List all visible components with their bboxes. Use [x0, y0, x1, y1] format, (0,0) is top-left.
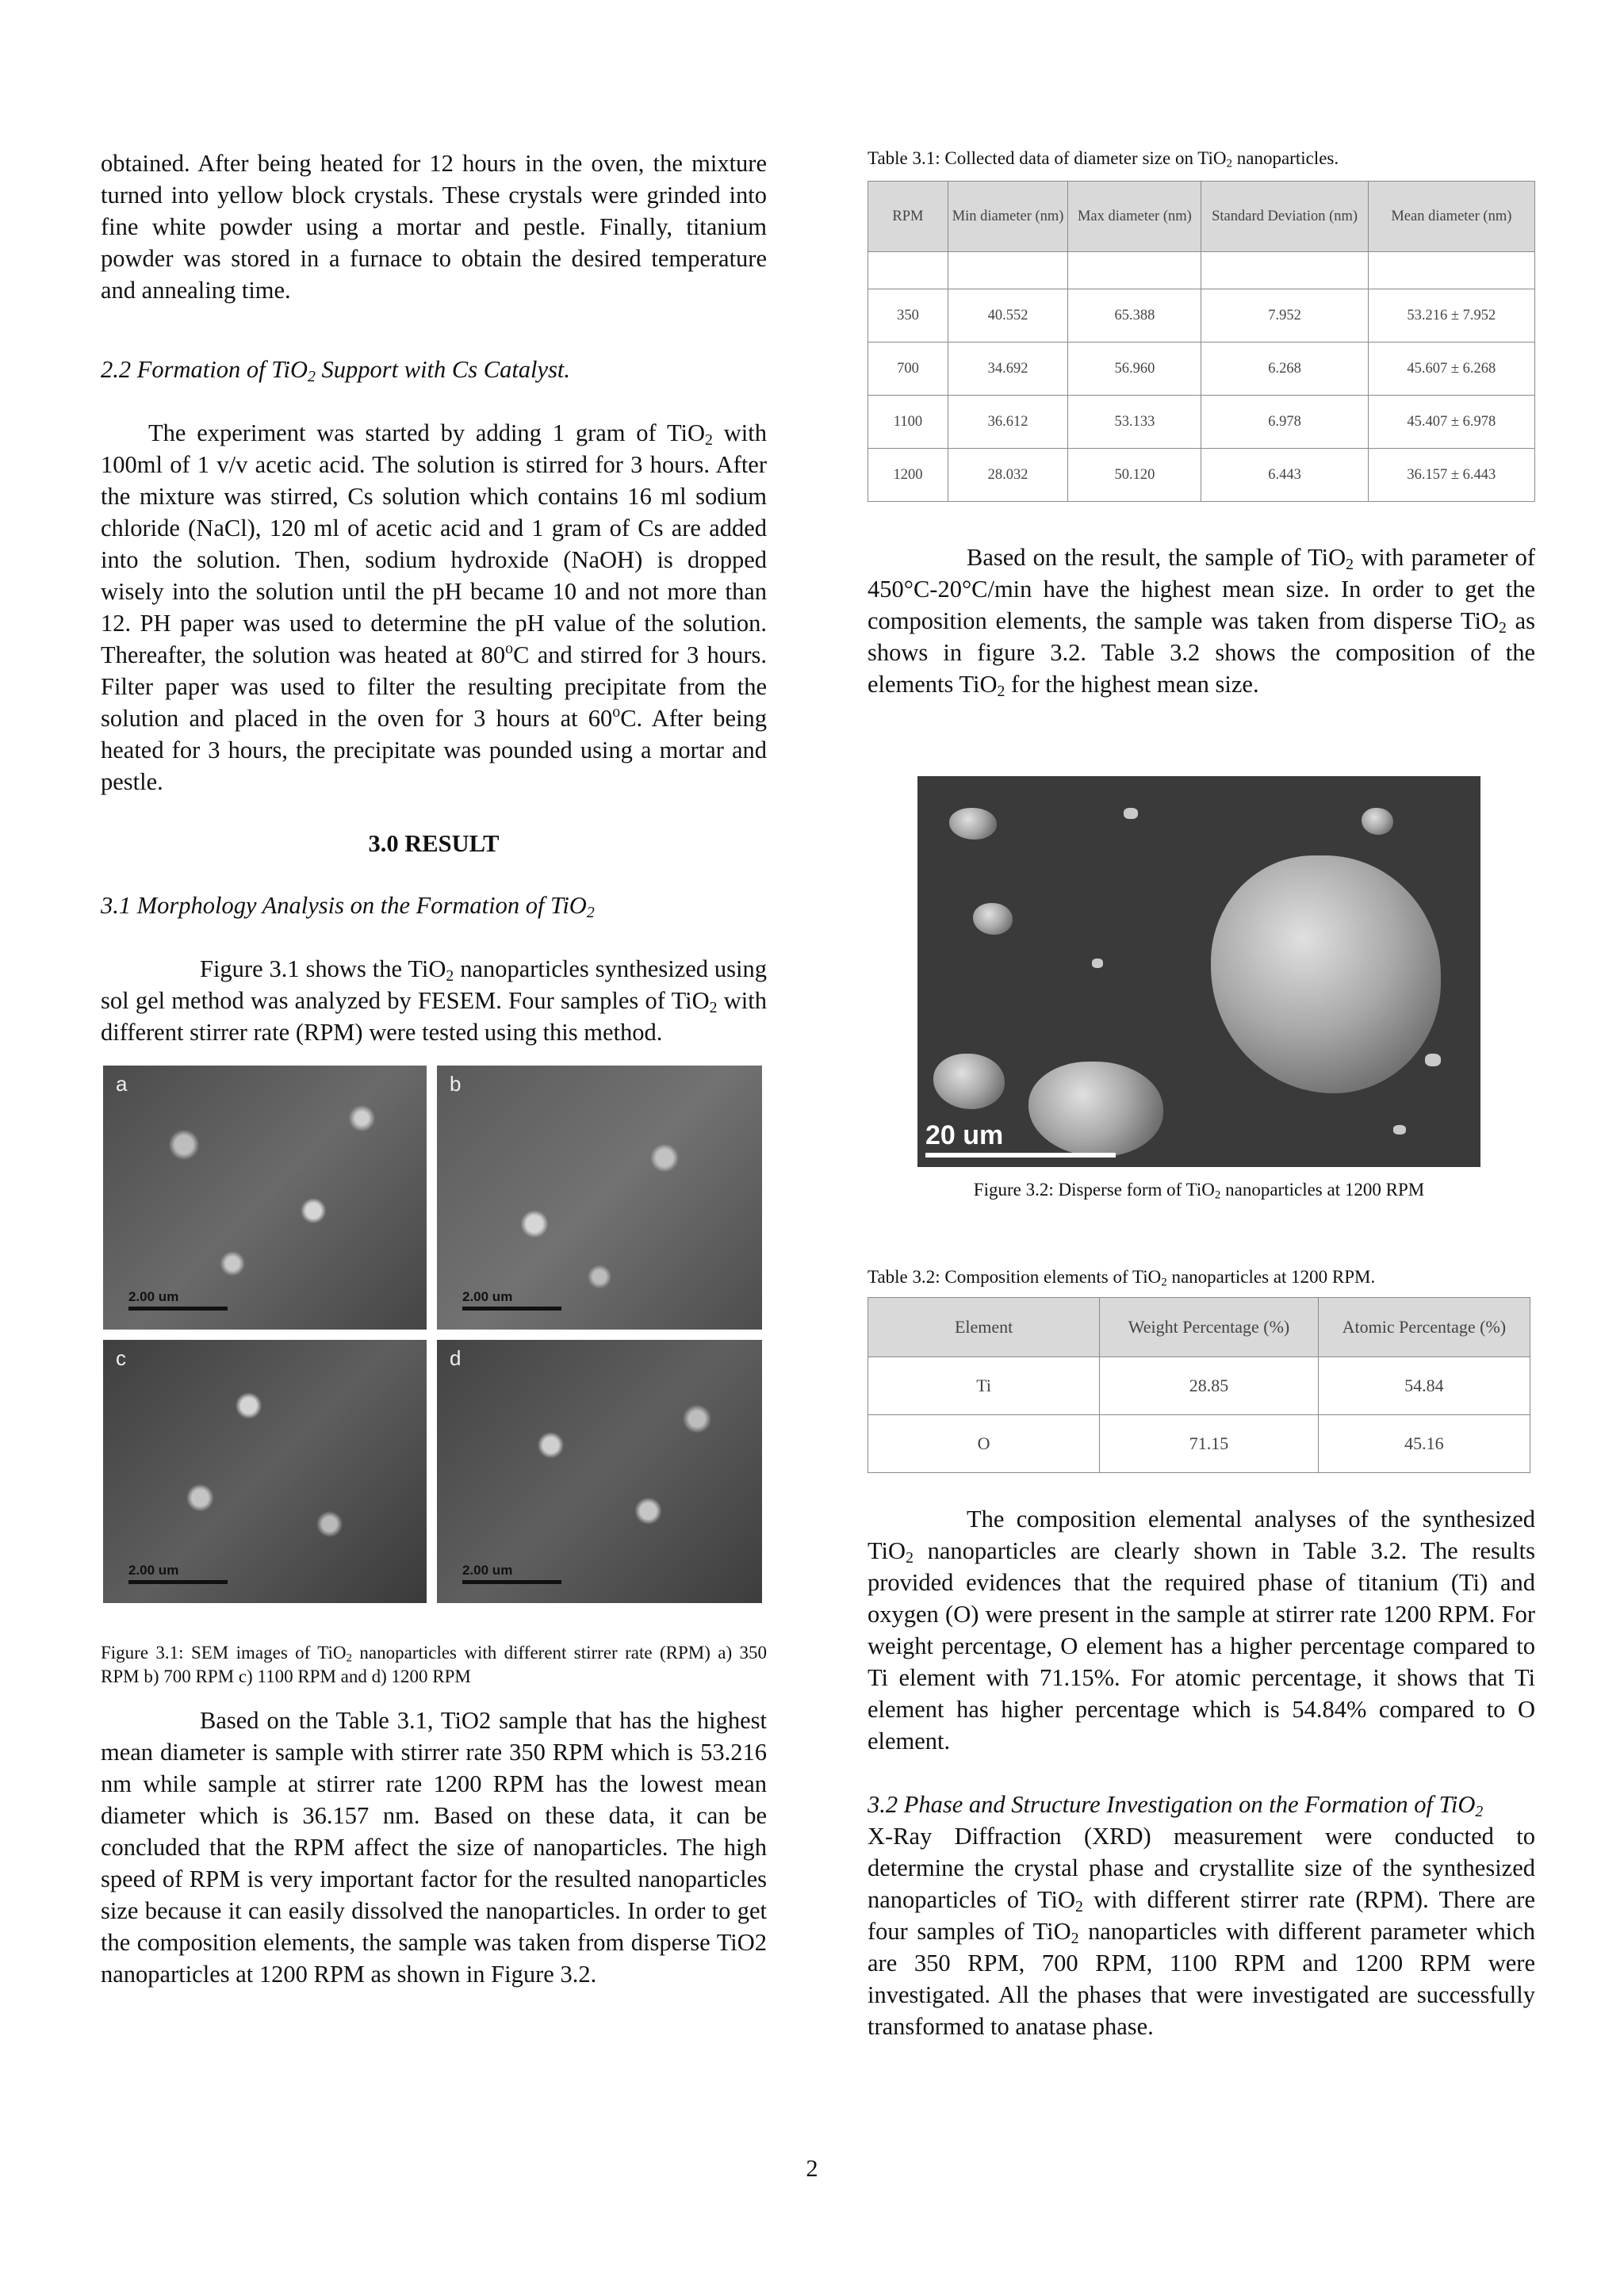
panel-label-a: a	[116, 1072, 128, 1096]
table-row: 700 34.692 56.960 6.268 45.607 ± 6.268	[868, 342, 1535, 396]
sem-panel-a	[103, 1066, 427, 1330]
section-2-2-heading: 2.2 Formation of TiO$_2$ Support with Cs Catalyst.	[101, 356, 571, 385]
figure-3-1-caption: Figure 3.1: SEM images of TiO$_2$ nanoparticles with different stirrer rate (RPM) a) 350 RPM b) 700 RPM c) 1100 RPM and d) 1200 RPM	[101, 1643, 767, 1686]
scale-bar-d: 2.00 um	[462, 1563, 561, 1584]
page-number: 2	[806, 2155, 818, 2182]
section-3-1-heading: 3.1 Morphology Analysis on the Formation of TiO$_2$	[101, 892, 595, 921]
table-3-2-header: Weight Percentage (%)	[1100, 1298, 1319, 1357]
table-3-1-header: Standard Deviation (nm)	[1201, 182, 1368, 252]
table-row: 1100 36.612 53.133 6.978 45.407 ± 6.978	[868, 396, 1535, 449]
paragraph-experiment: The experiment was started by adding 1 gram of TiO$_2$ with 100ml of 1 v/v acetic acid. The solution is stirred for 3 hours. After the mixture was stirred, Cs solution which contains 16 ml sodium chloride (NaCl), 120 ml of acetic acid and 1 gram of Cs are added into the solution. Then, sodium hydroxide (NaOH) is dropped wisely into the solution until the pH became 10 and not more than 12. PH paper was used to determine the pH value of the solution. Thereafter, the solution was heated at 80$^o$C and stirred for 3 hours. Filter paper was used to filter the resulting precipitate from the solution and placed in the oven for 3 hours at 60$^o$C. After being heated for 3 hours, the precipitate was pounded using a mortar and pestle.	[101, 419, 767, 795]
panel-label-d: d	[450, 1346, 462, 1370]
paragraph-composition-analysis: The composition elemental analyses of the synthesized TiO$_2$ nanoparticles are clearly shown in Table 3.2. The results provided evidences that the required phase of titanium (Ti) and oxygen (O) were present in the sample at stirrer rate 1200 RPM. For weight percentage, O element has a higher percentage compared to Ti element with 71.15%. For atomic percentage, it shows that Ti element has higher percentage which is 54.84% compared to O element.	[868, 1506, 1535, 1755]
right-column-lower	[868, 1265, 1535, 2042]
sem-panel-d	[437, 1340, 762, 1603]
table-3-2-caption: Table 3.2: Composition elements of TiO$_2$ nanoparticles at 1200 RPM.	[868, 1267, 1376, 1289]
scale-bar-c: 2.00 um	[128, 1563, 228, 1584]
figure-3-2-caption: Figure 3.2: Disperse form of TiO$_2$ nanoparticles at 1200 RPM	[973, 1180, 1425, 1202]
panel-label-c: c	[116, 1346, 126, 1370]
table-3-2	[868, 1297, 1530, 1473]
scale-bar-b: 2.00 um	[462, 1289, 561, 1311]
figure-3-2-sem-image	[917, 776, 1480, 1167]
table-3-1-caption: Table 3.1: Collected data of diameter size on TiO$_2$ nanoparticles.	[868, 148, 1339, 170]
sem-panel-b	[437, 1066, 762, 1330]
table-row: Ti 28.85 54.84	[868, 1357, 1530, 1415]
paragraph-intro: obtained. After being heated for 12 hours in the oven, the mixture turned into yellow block crystals. These crystals were grinded into fine white powder using a mortar and pestle. Finally, titanium powder was stored in a furnace to obtain the desired temperature and annealing time.	[101, 150, 767, 304]
panel-label-b: b	[450, 1072, 462, 1096]
paragraph-table-3-1-discussion: Based on the Table 3.1, TiO2 sample that has the highest mean diameter is sample with stirrer rate 350 RPM which is 53.216 nm while sample at stirrer rate 1200 RPM has the lowest mean diameter which is 36.157 nm. Based on these data, it can be concluded that the RPM affect the size of nanoparticles. The high speed of RPM is very important factor for the resulted nanoparticles size because it can easily dissolved the nanoparticles. In order to get the composition elements, the sample was taken from disperse TiO2 nanoparticles at 1200 RPM as shown in Figure 3.2.	[101, 1707, 767, 1988]
table-3-1	[868, 181, 1535, 502]
table-3-1-header: Max diameter (nm)	[1068, 182, 1201, 252]
section-3-0-heading: 3.0 RESULT	[368, 830, 500, 857]
paragraph-xrd: X-Ray Diffraction (XRD) measurement were conducted to determine the crystal phase and crystallite size of the synthesized nanoparticles of TiO$_2$ with different stirrer rate (RPM). There are four samples of TiO$_2$ nanoparticles with different parameter which are 350 RPM, 700 RPM, 1100 RPM and 1200 RPM were investigated. All the phases that were investigated are successfully transformed to anatase phase.	[868, 1823, 1535, 2040]
table-row: 1200 28.032 50.120 6.443 36.157 ± 6.443	[868, 449, 1535, 502]
sem-panel-c	[103, 1340, 427, 1603]
table-row: O 71.15 45.16	[868, 1415, 1530, 1473]
section-3-2-heading: 3.2 Phase and Structure Investigation on the Formation of TiO$_2$	[868, 1791, 1484, 1820]
table-3-2-header: Atomic Percentage (%)	[1318, 1298, 1530, 1357]
table-3-1-header: Mean diameter (nm)	[1368, 182, 1534, 252]
right-column	[868, 147, 1535, 700]
paragraph-fesem: Figure 3.1 shows the TiO$_2$ nanoparticles synthesized using sol gel method was analyzed by FESEM. Four samples of TiO$_2$ with different stirrer rate (RPM) were tested using this method.	[101, 955, 767, 1046]
table-row: 350 40.552 65.388 7.952 53.216 ± 7.952	[868, 289, 1535, 342]
table-3-1-header: Min diameter (nm)	[948, 182, 1067, 252]
paragraph-result-summary: Based on the result, the sample of TiO$_2$ with parameter of 450°C-20°C/min have the highest mean size. In order to get the composition elements, the sample was taken from disperse TiO$_2$ as shows in figure 3.2. Table 3.2 shows the composition of the elements TiO$_2$ for the highest mean size.	[868, 544, 1535, 700]
table-3-2-header: Element	[868, 1298, 1100, 1357]
left-column	[101, 147, 767, 1990]
table-3-1-header: RPM	[868, 182, 948, 252]
scale-bar-a: 2.00 um	[128, 1289, 228, 1311]
scale-bar-fig-3-2: 20 um	[925, 1120, 1116, 1158]
figure-3-1-sem-grid	[101, 1066, 763, 1613]
